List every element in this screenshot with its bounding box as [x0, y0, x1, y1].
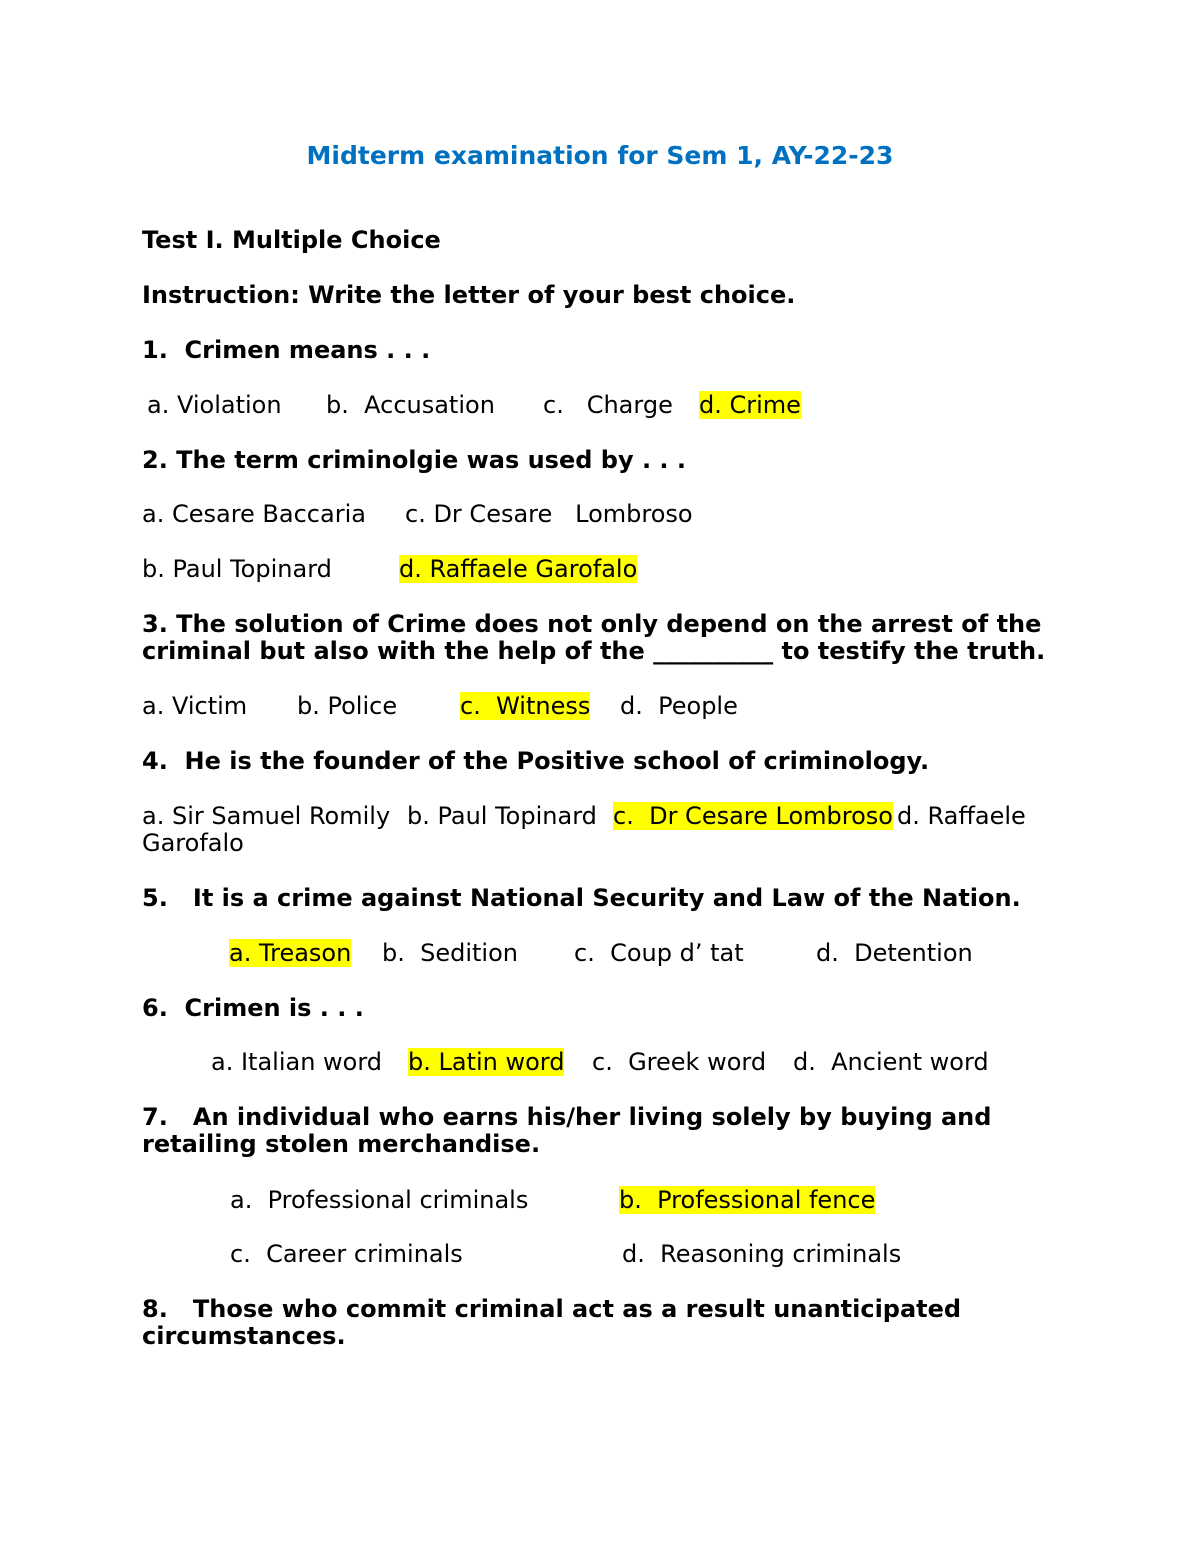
q6-choice-c: c. Greek word — [592, 1048, 767, 1076]
question-8-stem-line1: 8. Those who commit criminal act as a result unanticipated — [142, 1295, 962, 1323]
q4-choice-d: d. Raffaele — [897, 802, 1026, 830]
question-3-stem-line1: 3. The solution of Crime does not only depend on the arrest of the — [142, 610, 1042, 638]
q7-choice-c: c. Career criminals — [230, 1240, 463, 1268]
question-2-stem: 2. The term criminolgie was used by . . . — [142, 446, 687, 474]
q7-choice-a: a. Professional criminals — [230, 1186, 529, 1214]
q3-choice-a: a. Victim — [142, 692, 248, 720]
instruction-text: Instruction: Write the letter of your best choice. — [142, 281, 796, 309]
q3-choice-d: d. People — [620, 692, 738, 720]
q1-choice-c: c. Charge — [543, 391, 673, 419]
page-title: Midterm examination for Sem 1, AY-22-23 — [306, 141, 894, 170]
question-8-stem-line2: circumstances. — [142, 1322, 346, 1350]
q6-choice-a: a. Italian word — [211, 1048, 383, 1076]
q5-choice-b: b. Sedition — [382, 939, 518, 967]
q4-choice-c-answer: c. Dr Cesare Lombroso — [613, 802, 893, 830]
q2-choice-d-answer: d. Raffaele Garofalo — [399, 555, 638, 583]
q5-choice-a-answer: a. Treason — [229, 939, 352, 967]
q4-choice-a: a. Sir Samuel Romily — [142, 802, 391, 830]
question-7-stem-line2: retailing stolen merchandise. — [142, 1130, 541, 1158]
q4-choice-b: b. Paul Topinard — [407, 802, 597, 830]
q4-choice-d-continued: Garofalo — [142, 829, 244, 857]
q1-choice-d-answer: d. Crime — [699, 391, 801, 419]
q1-choice-b: b. Accusation — [326, 391, 495, 419]
question-1-stem: 1. Crimen means . . . — [142, 336, 431, 364]
question-3-stem-line2: criminal but also with the help of the __________ to testify the truth. — [142, 637, 1046, 665]
q1-choice-a: a. Violation — [147, 391, 282, 419]
q3-choice-c-answer: c. Witness — [460, 692, 591, 720]
q6-choice-d: d. Ancient word — [793, 1048, 989, 1076]
q7-choice-b-answer: b. Professional fence — [619, 1186, 876, 1214]
question-4-stem: 4. He is the founder of the Positive school of criminology. — [142, 747, 930, 775]
test-heading: Test I. Multiple Choice — [142, 226, 441, 254]
q2-choice-b: b. Paul Topinard — [142, 555, 332, 583]
question-5-stem: 5. It is a crime against National Security and Law of the Nation. — [142, 884, 1021, 912]
q7-choice-d: d. Reasoning criminals — [622, 1240, 902, 1268]
question-6-stem: 6. Crimen is . . . — [142, 994, 364, 1022]
q5-choice-d: d. Detention — [816, 939, 973, 967]
q5-choice-c: c. Coup d’ tat — [574, 939, 744, 967]
question-7-stem-line1: 7. An individual who earns his/her living solely by buying and — [142, 1103, 992, 1131]
q2-choice-c: c. Dr Cesare Lombroso — [405, 500, 693, 528]
q3-choice-b: b. Police — [297, 692, 398, 720]
q6-choice-b-answer: b. Latin word — [408, 1048, 565, 1076]
q2-choice-a: a. Cesare Baccaria — [142, 500, 366, 528]
